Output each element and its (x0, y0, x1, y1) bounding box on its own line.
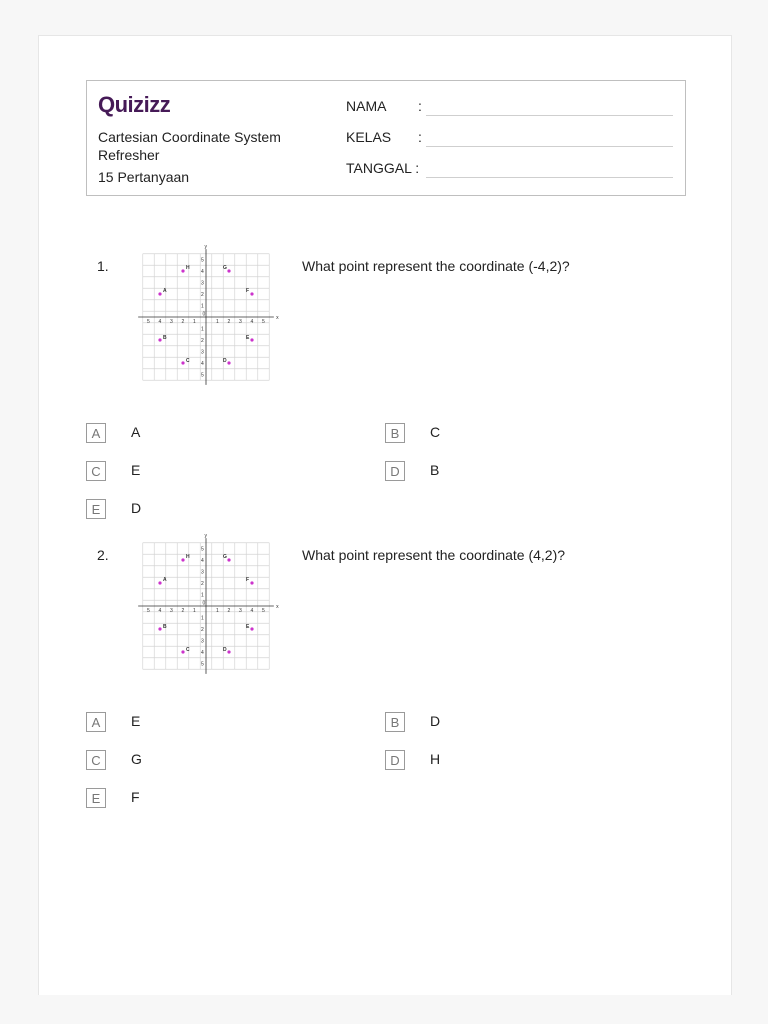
point-label-a: A (163, 577, 167, 583)
point-label-h: H (186, 554, 190, 560)
name-label: NAMA (346, 98, 387, 114)
y-tick-label: 4 (201, 361, 204, 367)
point-f (250, 581, 253, 584)
point-label-c: C (186, 647, 190, 653)
point-f (250, 292, 253, 295)
option-letter: B (385, 712, 405, 732)
option-text: G (131, 751, 142, 767)
date-line[interactable] (426, 177, 673, 178)
question-number: 1. (97, 258, 109, 274)
point-label-e: E (246, 335, 250, 341)
point-c (181, 650, 184, 653)
y-tick-label: 1 (201, 303, 204, 310)
y-tick-label: 1 (201, 592, 204, 599)
y-tick-label: 2 (201, 627, 204, 633)
y-tick-label: 5 (201, 372, 204, 379)
x-tick-label: 1 (216, 608, 219, 614)
option-text: F (131, 789, 140, 805)
class-label: KELAS (346, 129, 392, 145)
point-label-h: H (186, 265, 190, 271)
point-g (227, 558, 230, 561)
point-g (227, 269, 230, 272)
point-label-b: B (163, 624, 167, 630)
x-tick-label: 1 (216, 319, 219, 325)
x-tick-label: 5 (147, 319, 150, 325)
x-tick-label: 4 (250, 608, 254, 614)
point-label-g: G (223, 554, 227, 560)
y-tick-label: 3 (201, 349, 204, 356)
y-axis-label: y (204, 244, 207, 250)
origin-label: 0 (202, 311, 206, 318)
x-tick-label: 2 (227, 319, 231, 325)
option-letter: A (86, 712, 106, 732)
point-a (158, 581, 161, 584)
y-tick-label: 1 (201, 326, 204, 333)
point-label-d: D (223, 358, 227, 364)
class-colon: : (418, 129, 422, 145)
name-line[interactable] (426, 115, 673, 116)
point-label-f: F (246, 288, 250, 294)
x-tick-label: 3 (170, 319, 173, 325)
y-tick-label: 2 (201, 292, 204, 298)
option-letter: E (86, 499, 106, 519)
option-letter: E (86, 788, 106, 808)
y-tick-label: 5 (201, 661, 204, 668)
point-label-a: A (163, 288, 167, 294)
point-b (158, 627, 161, 630)
y-axis-label: y (204, 533, 207, 539)
coordinate-graph (144, 244, 284, 385)
option-text: D (131, 500, 142, 516)
x-tick-label: 5 (147, 608, 150, 614)
option-letter: A (86, 423, 106, 443)
x-tick-label: 2 (181, 319, 185, 325)
class-line[interactable] (426, 146, 673, 147)
x-tick-label: 2 (181, 608, 185, 614)
question-count: 15 Pertanyaan (98, 169, 190, 185)
y-tick-label: 4 (201, 269, 204, 275)
option-letter: C (86, 461, 106, 481)
y-tick-label: 5 (201, 546, 204, 553)
y-tick-label: 3 (201, 280, 204, 287)
x-tick-label: 4 (250, 319, 254, 325)
point-label-e: E (246, 624, 250, 630)
question-text: What point represent the coordinate (-4,2)? (302, 258, 570, 274)
point-label-g: G (223, 265, 227, 271)
question-number: 2. (97, 547, 109, 563)
point-e (250, 338, 253, 341)
x-tick-label: 2 (227, 608, 231, 614)
point-h (181, 269, 184, 272)
y-tick-label: 1 (201, 615, 204, 622)
option-text: E (131, 713, 141, 729)
point-h (181, 558, 184, 561)
question-text: What point represent the coordinate (4,2)? (302, 547, 566, 563)
worksheet-header (86, 80, 686, 196)
point-label-d: D (223, 647, 227, 653)
option-text: B (430, 462, 440, 478)
x-tick-label: 5 (262, 608, 265, 614)
origin-label: 0 (202, 600, 206, 607)
option-letter: D (385, 461, 405, 481)
point-label-b: B (163, 335, 167, 341)
coordinate-graph (144, 533, 284, 674)
option-letter: C (86, 750, 106, 770)
y-tick-label: 2 (201, 338, 204, 344)
point-d (227, 361, 230, 364)
x-tick-label: 1 (193, 319, 196, 325)
x-tick-label: 4 (158, 319, 162, 325)
point-b (158, 338, 161, 341)
option-text: A (131, 424, 141, 440)
option-text: E (131, 462, 141, 478)
y-tick-label: 4 (201, 558, 204, 564)
y-tick-label: 4 (201, 650, 204, 656)
y-tick-label: 3 (201, 638, 204, 645)
x-tick-label: 5 (262, 319, 265, 325)
option-letter: D (385, 750, 405, 770)
point-e (250, 627, 253, 630)
point-a (158, 292, 161, 295)
x-tick-label: 1 (193, 608, 196, 614)
x-tick-label: 3 (170, 608, 173, 614)
y-tick-label: 3 (201, 569, 204, 576)
x-tick-label: 3 (239, 608, 242, 614)
x-axis-label: x (276, 315, 279, 321)
option-text: C (430, 424, 441, 440)
date-label: TANGGAL : (346, 160, 420, 176)
y-tick-label: 2 (201, 581, 204, 587)
quiz-title: Cartesian Coordinate System Refresher (98, 129, 281, 163)
option-letter: B (385, 423, 405, 443)
point-c (181, 361, 184, 364)
option-text: H (430, 751, 441, 767)
x-tick-label: 3 (239, 319, 242, 325)
quizizz-logo: Quizizz (98, 92, 171, 117)
x-tick-label: 4 (158, 608, 162, 614)
point-d (227, 650, 230, 653)
x-axis-label: x (276, 604, 279, 610)
worksheet-page (38, 35, 732, 995)
y-tick-label: 5 (201, 257, 204, 264)
option-text: D (430, 713, 441, 729)
point-label-c: C (186, 358, 190, 364)
point-label-f: F (246, 577, 250, 583)
name-colon: : (418, 98, 422, 114)
